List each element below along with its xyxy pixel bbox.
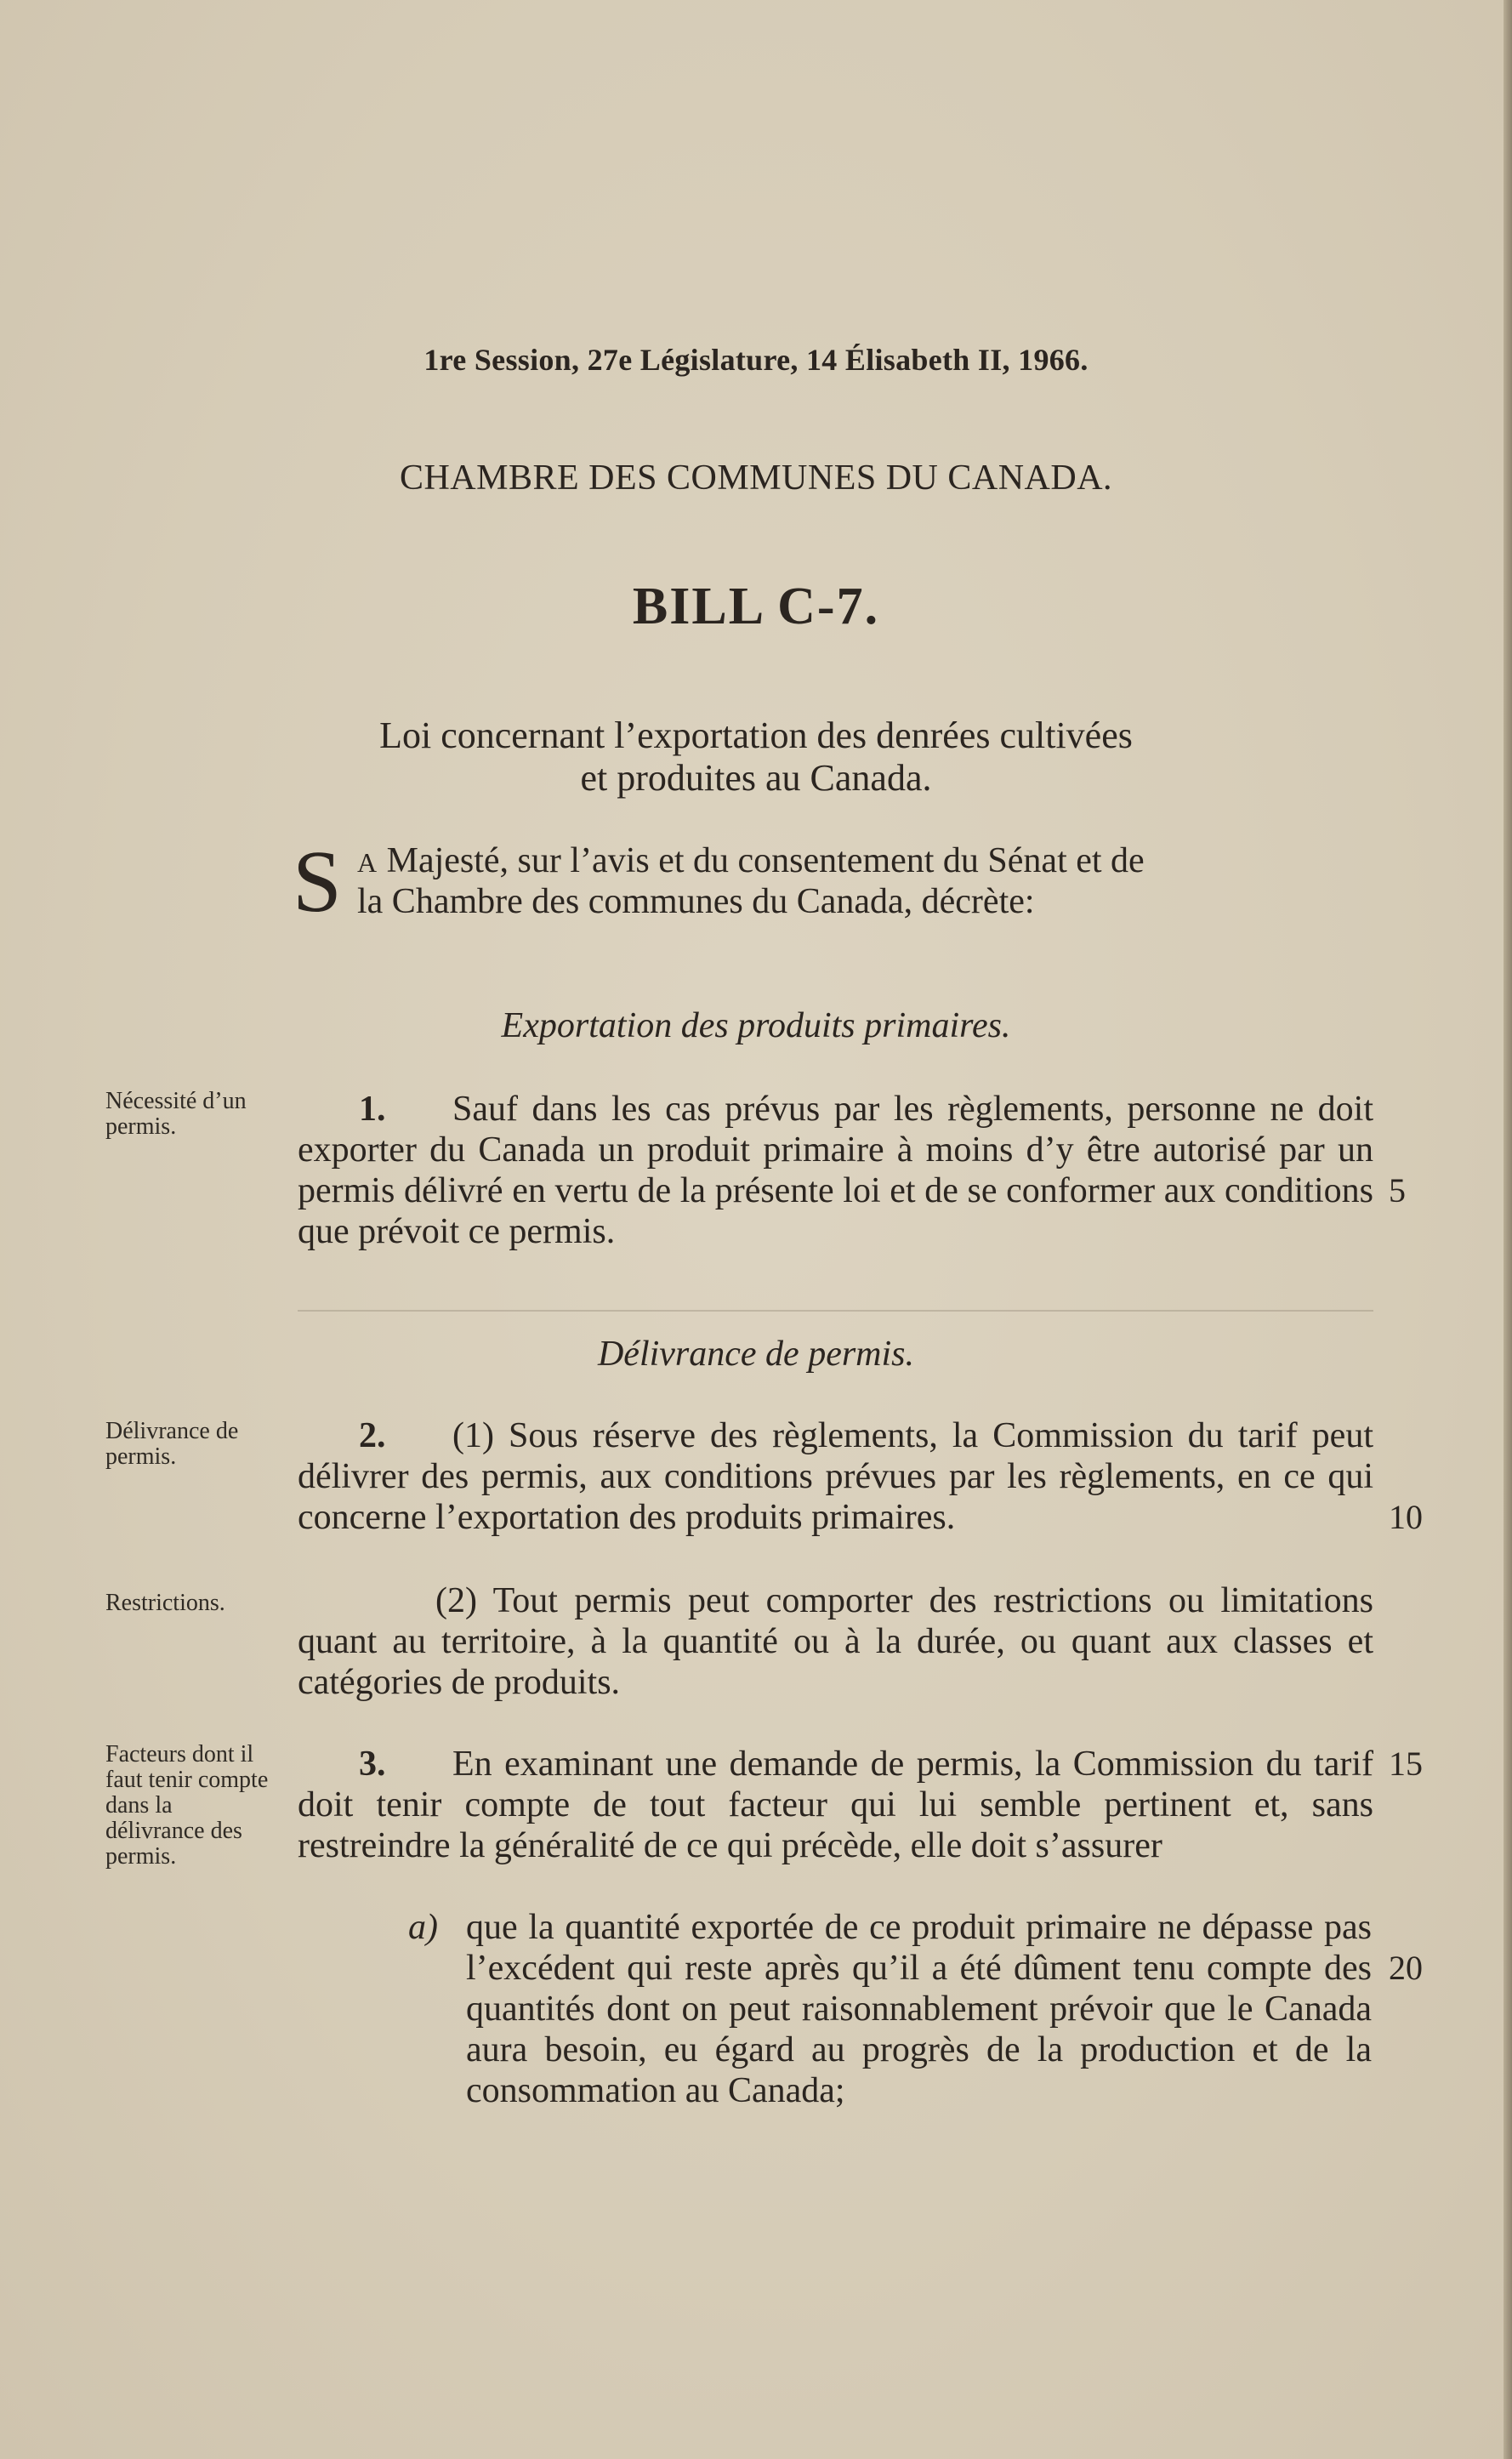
section-3: [298, 1744, 1373, 1866]
heading-exportation: Exportation des produits primaires.: [501, 1006, 1011, 1045]
enacting-line-1: [357, 840, 1145, 883]
line-number-10: 10: [1389, 1498, 1423, 1536]
enacting-smallcap: A: [357, 847, 378, 878]
section-3-number: 3.: [359, 1745, 386, 1784]
heading-delivrance: Délivrance de permis.: [597, 1335, 915, 1374]
line-number-15: 15: [1389, 1745, 1423, 1783]
line-number-20: 20: [1389, 1949, 1423, 1987]
section-2-1: [298, 1415, 1373, 1538]
section-1-number: 1.: [359, 1090, 386, 1129]
section-2-1-text: (1) Sous réserve des règlements, la Commission du tarif peut délivrer des permis, aux conditions prévues par les règlements, en ce qui concerne l’exportation des produits primaires.: [298, 1416, 1373, 1537]
enacting-line-2: la Chambre des communes du Canada, décrète:: [357, 882, 1035, 921]
section-1-text: Sauf dans les cas prévus par les règlements, personne ne doit exporter du Canada un produit primaire à moins d’y être autorisé par un permis délivré en vertu de la présente loi et de se conformer aux conditions que prévoit ce permis.: [298, 1090, 1373, 1251]
bill-title: [0, 714, 1512, 800]
section-2-2-text: (2) Tout permis peut comporter des restrictions ou limitations quant au territoire, à la quantité ou à la durée, ou quant aux classes et catégories de produits.: [298, 1581, 1373, 1702]
chamber-title: CHAMBRE DES COMMUNES DU CANADA.: [399, 458, 1113, 498]
section-3-text: En examinant une demande de permis, la Commission du tarif doit tenir compte de tout facteur qui lui semble pertinent et, sans restreindre la généralité de ce qui précède, elle doit s’assurer: [298, 1745, 1373, 1865]
bill-title-line-2: et produites au Canada.: [580, 757, 932, 799]
bill-number: BILL C-7.: [632, 578, 880, 635]
bill-title-line-1: Loi concernant l’exportation des denrées cultivées: [379, 714, 1133, 756]
margin-note-facteurs: Facteurs dont il faut tenir compte dans la délivrance des permis.: [105, 1741, 269, 1870]
margin-note-restrictions: Restrictions.: [105, 1590, 225, 1616]
session-line: 1re Session, 27e Législature, 14 Élisabeth II, 1966.: [423, 343, 1089, 377]
enacting-line-1-text: Majesté, sur l’avis et du consentement du Sénat et de: [378, 841, 1145, 880]
margin-note-necessite: Nécessité d’un permis.: [105, 1088, 247, 1140]
drop-cap: S: [293, 833, 342, 931]
section-2-number: 2.: [359, 1416, 386, 1455]
section-2-2: [298, 1580, 1373, 1703]
margin-note-delivrance: Délivrance de permis.: [105, 1418, 239, 1470]
item-a-text: que la quantité exportée de ce produit primaire ne dépasse pas l’excédent qui reste après qu’il a été dûment tenu compte des quantités dont on peut raisonnablement prévoir que le Canada aura besoin, eu égard au progrès de la production et de la consommation au Canada;: [466, 1908, 1372, 2110]
section-3-item-a: [408, 1907, 1372, 2111]
section-1: [298, 1089, 1373, 1252]
item-a-label: a): [408, 1908, 438, 1947]
line-number-5: 5: [1389, 1171, 1406, 1210]
divider: [298, 1310, 1373, 1312]
